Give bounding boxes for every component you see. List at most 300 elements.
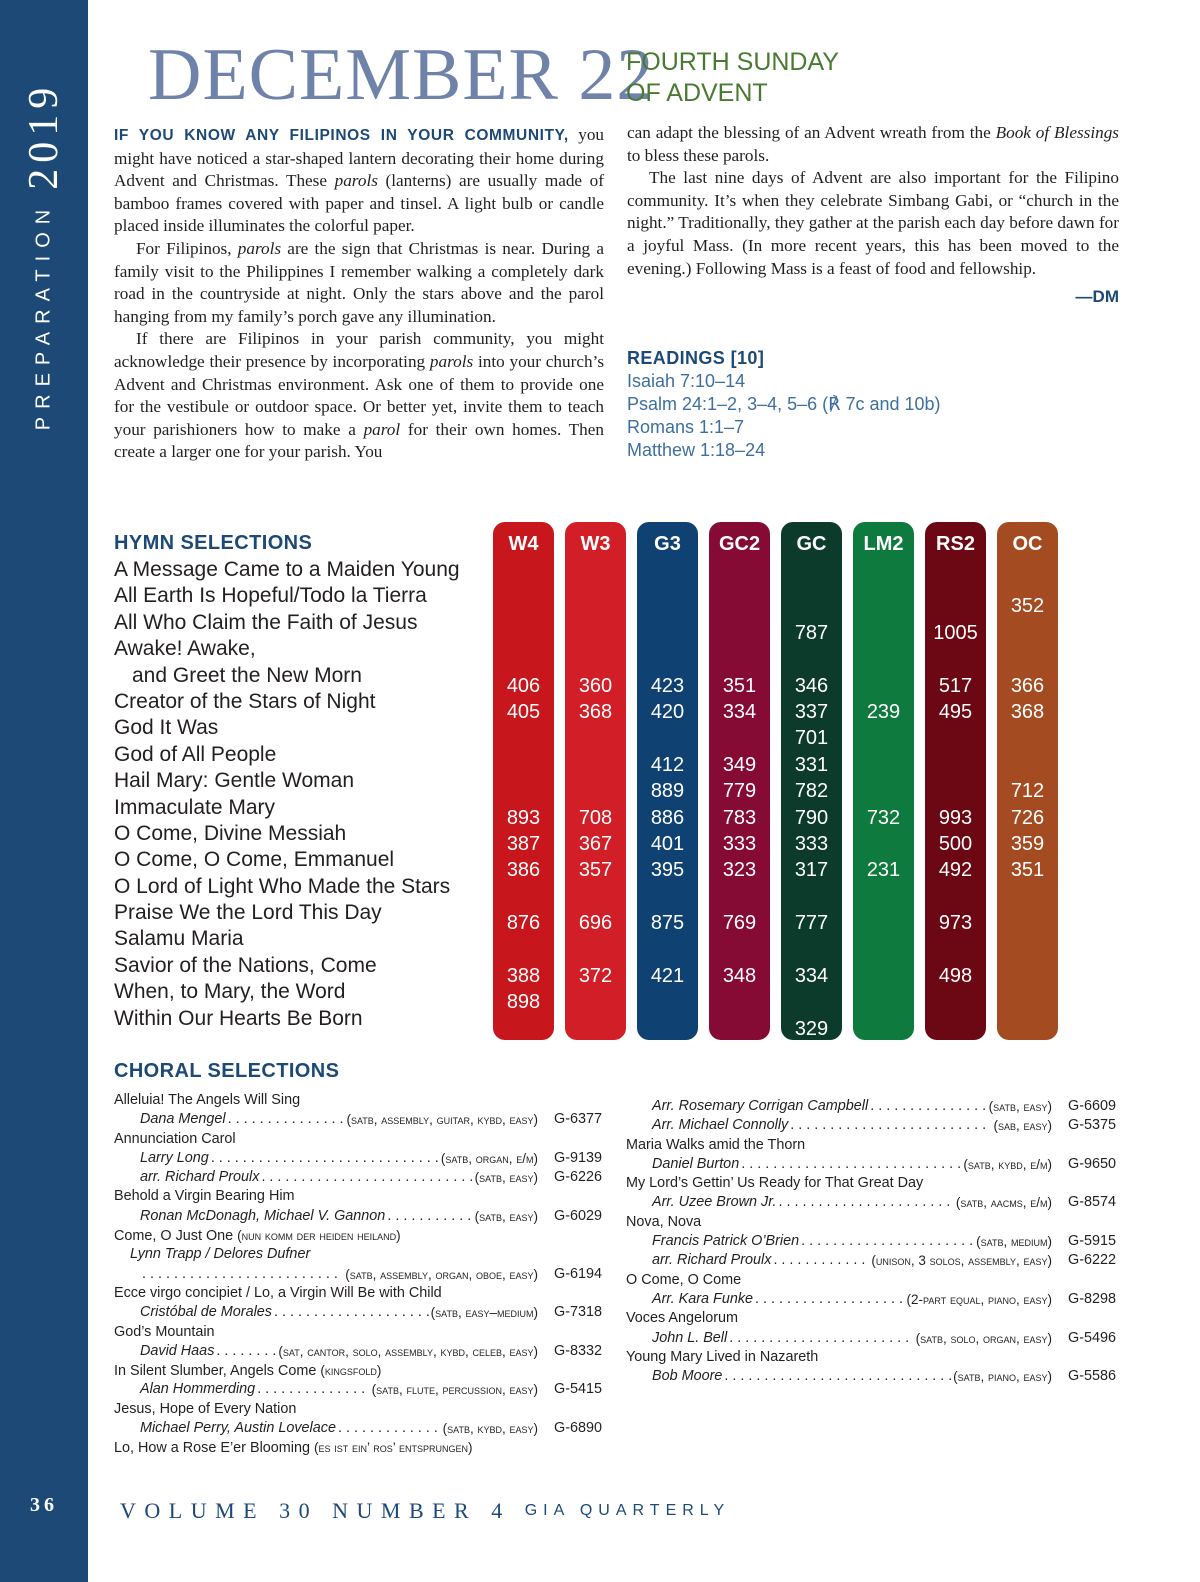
hymn-number bbox=[853, 752, 914, 778]
choral-voicing: (satb, easy) bbox=[988, 1099, 1052, 1114]
hymn-number bbox=[565, 725, 626, 751]
choral-arrangement bbox=[626, 1116, 1116, 1135]
hymnal-columns bbox=[493, 522, 1058, 1040]
readings-section bbox=[627, 346, 1027, 462]
article-text: to bless these parols. bbox=[627, 145, 770, 165]
choral-arrangement bbox=[114, 1168, 602, 1187]
dot-leader bbox=[801, 1232, 974, 1251]
hymn-number bbox=[997, 963, 1058, 989]
hymn-number bbox=[709, 725, 770, 751]
hymn-number bbox=[565, 778, 626, 804]
choral-catalog-code: G-5415 bbox=[554, 1381, 602, 1398]
sidebar-year: 2019 bbox=[21, 81, 67, 190]
hymn-number bbox=[565, 567, 626, 593]
choral-catalog-code: G-8298 bbox=[1068, 1290, 1116, 1307]
choral-voicing: (satb, easy) bbox=[474, 1208, 538, 1224]
choral-voicing: (satb, assembly, guitar, kybd, easy) bbox=[346, 1112, 538, 1128]
dot-leader bbox=[338, 1419, 441, 1438]
hymn-number bbox=[637, 646, 698, 672]
choral-arrangement bbox=[114, 1419, 602, 1438]
sidebar-preparation-text: PREPARATION bbox=[32, 201, 55, 431]
choral-catalog-code: G-6226 bbox=[554, 1169, 602, 1186]
choral-piece-title bbox=[626, 1136, 1116, 1155]
hymn-number: 329 bbox=[794, 1017, 829, 1040]
subtitle-line-1: FOURTH SUNDAY bbox=[626, 48, 839, 76]
hymnal-column-w4 bbox=[493, 522, 554, 1040]
hymn-number: 893 bbox=[506, 806, 541, 829]
page-footer bbox=[120, 1498, 730, 1524]
choral-piece-title bbox=[626, 1348, 1116, 1367]
dot-leader bbox=[778, 1193, 953, 1212]
choral-composer: Arr. Rosemary Corrigan Campbell bbox=[652, 1098, 869, 1114]
hymn-title: O Come, O Come, Emmanuel bbox=[114, 848, 395, 872]
hymnal-column-header: OC bbox=[1012, 533, 1043, 555]
hymn-number bbox=[925, 884, 986, 910]
dot-leader bbox=[228, 1110, 345, 1129]
hymn-number bbox=[853, 725, 914, 751]
hymn-number bbox=[565, 884, 626, 910]
hymn-number bbox=[853, 593, 914, 619]
choral-arrangement bbox=[114, 1149, 602, 1168]
hymn-number bbox=[925, 725, 986, 751]
hymn-number bbox=[709, 884, 770, 910]
hymn-title: When, to Mary, the Word bbox=[114, 980, 346, 1004]
choral-tune-name: (nun komm der heiden heiland) bbox=[237, 1228, 401, 1244]
choral-catalog-code: G-6609 bbox=[1068, 1098, 1116, 1114]
choral-piece-title bbox=[114, 1284, 602, 1303]
choral-catalog-code: G-6194 bbox=[554, 1265, 602, 1282]
hymn-title: God It Was bbox=[114, 716, 219, 740]
hymn-number bbox=[853, 936, 914, 962]
dot-leader bbox=[211, 1149, 439, 1168]
hymn-selections-heading: HYMN SELECTIONS bbox=[114, 532, 313, 554]
article-emphasis: parol bbox=[363, 419, 401, 439]
hymn-title: Awake! Awake, bbox=[114, 637, 256, 661]
hymn-number: 323 bbox=[722, 859, 757, 882]
choral-piece-title bbox=[626, 1309, 1116, 1328]
hymn-number bbox=[709, 646, 770, 672]
hymn-number bbox=[925, 593, 986, 619]
choral-voicing: (satb, aacms, e/m) bbox=[955, 1195, 1052, 1211]
dot-leader bbox=[729, 1329, 913, 1348]
hymn-number bbox=[493, 725, 554, 751]
hymn-title: God of All People bbox=[114, 742, 277, 766]
hymn-number: 334 bbox=[794, 964, 829, 987]
choral-title-text: My Lord’s Gettin’ Us Ready for That Great Day bbox=[626, 1175, 924, 1192]
choral-arrangement bbox=[114, 1110, 602, 1129]
hymn-number: 367 bbox=[578, 832, 613, 855]
choral-voicing: (satb, solo, organ, easy) bbox=[915, 1330, 1052, 1346]
choral-voicing: (2-part equal, piano, easy) bbox=[906, 1291, 1052, 1307]
hymn-number: 412 bbox=[650, 753, 685, 776]
choral-piece-title bbox=[114, 1226, 602, 1245]
dot-leader bbox=[387, 1207, 472, 1226]
article-text: For Filipinos, bbox=[136, 238, 238, 258]
dot-leader bbox=[142, 1265, 343, 1284]
hymn-number: 368 bbox=[1010, 700, 1045, 723]
hymn-number: 500 bbox=[938, 832, 973, 855]
hymn-number: 348 bbox=[722, 964, 757, 987]
hymn-number bbox=[709, 989, 770, 1015]
hymn-title: All Who Claim the Faith of Jesus bbox=[114, 610, 418, 634]
hymn-number bbox=[493, 884, 554, 910]
choral-catalog-code: G-6890 bbox=[554, 1420, 602, 1437]
hymn-number bbox=[997, 884, 1058, 910]
choral-tune-name: (es ist ein’ ros’ entsprungen) bbox=[313, 1440, 473, 1456]
hymn-number: 498 bbox=[938, 964, 973, 987]
hymn-number bbox=[637, 1016, 698, 1042]
article-text: you might have noticed a star-shaped lantern decorating their home during Advent and Christmas. These bbox=[114, 125, 604, 191]
choral-catalog-code: G-9650 bbox=[1068, 1155, 1116, 1172]
hymn-number bbox=[781, 936, 842, 962]
article-emphasis: parols bbox=[429, 351, 474, 371]
choral-title-text: Maria Walks amid the Thorn bbox=[626, 1136, 806, 1153]
hymnal-column-header: RS2 bbox=[936, 533, 975, 555]
choral-composer: Michael Perry, Austin Lovelace bbox=[140, 1420, 336, 1437]
author-signature: —DM bbox=[1075, 287, 1119, 307]
dot-leader bbox=[790, 1116, 991, 1135]
article-text: can adapt the blessing of an Advent wreath from the bbox=[627, 123, 996, 142]
hymn-title: Praise We the Lord This Day bbox=[114, 901, 382, 925]
hymn-number: 351 bbox=[722, 674, 757, 697]
choral-catalog-code: G-8332 bbox=[554, 1342, 602, 1359]
choral-composer: Alan Hommerding bbox=[140, 1381, 256, 1398]
hymn-number: 782 bbox=[794, 780, 829, 803]
hymn-number: 231 bbox=[866, 859, 901, 882]
hymn-number bbox=[997, 936, 1058, 962]
hymn-number bbox=[853, 884, 914, 910]
hymn-number bbox=[853, 673, 914, 699]
choral-composer: John L. Bell bbox=[652, 1329, 728, 1346]
choral-voicing: (sat, cantor, solo, assembly, kybd, celeb, easy) bbox=[278, 1343, 538, 1359]
hymn-number: 386 bbox=[506, 859, 541, 882]
article-text: If there are Filipinos in your parish community, you might acknowledge their presence by incorporating bbox=[114, 329, 604, 371]
hymn-number: 889 bbox=[650, 780, 685, 803]
choral-title-text: Voces Angelorum bbox=[626, 1310, 738, 1327]
hymnal-column-header: GC bbox=[796, 533, 827, 555]
hymn-number bbox=[493, 646, 554, 672]
hymn-number bbox=[781, 989, 842, 1015]
hymn-number: 352 bbox=[1010, 595, 1045, 618]
choral-arrangement bbox=[114, 1303, 602, 1322]
dot-leader bbox=[274, 1303, 429, 1322]
choral-list-right bbox=[626, 1097, 1116, 1386]
hymn-number bbox=[565, 989, 626, 1015]
choral-voicing: (satb, organ, e/m) bbox=[440, 1150, 538, 1166]
hymn-title: A Message Came to a Maiden Young bbox=[114, 558, 460, 581]
hymn-number bbox=[709, 593, 770, 619]
hymn-number bbox=[565, 1016, 626, 1042]
choral-voicing: (satb, easy–medium) bbox=[430, 1305, 538, 1321]
hymnal-column-header: LM2 bbox=[863, 533, 904, 555]
hymn-title: Immaculate Mary bbox=[114, 795, 276, 819]
hymn-number: 346 bbox=[794, 674, 829, 697]
hymn-number: 357 bbox=[578, 859, 613, 882]
hymnal-column-gc bbox=[781, 522, 842, 1040]
choral-piece-title bbox=[626, 1271, 1116, 1290]
hymn-number: 875 bbox=[650, 912, 685, 935]
choral-arrangement bbox=[626, 1367, 1116, 1386]
choral-selections-heading: CHORAL SELECTIONS bbox=[114, 1060, 340, 1082]
choral-voicing: (satb, kybd, easy) bbox=[442, 1421, 538, 1437]
hymn-number bbox=[925, 646, 986, 672]
choral-arrangement bbox=[114, 1207, 602, 1226]
choral-catalog-code: G-5496 bbox=[1068, 1329, 1116, 1346]
hymn-title: Savior of the Nations, Come bbox=[114, 953, 377, 977]
hymn-number: 337 bbox=[794, 700, 829, 723]
hymnal-column-header: W3 bbox=[580, 533, 611, 555]
choral-piece-title bbox=[626, 1174, 1116, 1193]
hymn-number: 1005 bbox=[933, 621, 978, 644]
hymn-number bbox=[997, 567, 1058, 593]
hymn-number bbox=[709, 567, 770, 593]
hymn-number bbox=[925, 936, 986, 962]
dot-leader bbox=[257, 1380, 369, 1399]
hymn-title: Creator of the Stars of Night bbox=[114, 689, 376, 713]
choral-voicing: (sab, easy) bbox=[993, 1118, 1052, 1134]
hymn-number bbox=[853, 620, 914, 646]
hymn-title: Hail Mary: Gentle Woman bbox=[114, 769, 355, 793]
hymn-number: 886 bbox=[650, 806, 685, 829]
choral-title-text: Nova, Nova bbox=[626, 1213, 702, 1230]
dot-leader bbox=[741, 1155, 961, 1174]
choral-arrangement bbox=[626, 1232, 1116, 1251]
hymn-number bbox=[493, 620, 554, 646]
hymnal-column-g3 bbox=[637, 522, 698, 1040]
choral-voicing: (satb, piano, easy) bbox=[953, 1369, 1052, 1385]
page-subtitle bbox=[626, 47, 839, 109]
choral-composer: David Haas bbox=[140, 1342, 215, 1359]
hymn-number: 973 bbox=[938, 912, 973, 935]
hymnal-column-rs2 bbox=[925, 522, 986, 1040]
choral-arrangement bbox=[626, 1097, 1116, 1116]
choral-piece-title bbox=[114, 1323, 602, 1342]
choral-voicing: (satb, flute, percussion, easy) bbox=[371, 1382, 538, 1398]
dot-leader bbox=[216, 1342, 276, 1361]
hymn-number: 492 bbox=[938, 859, 973, 882]
choral-title-text: God’s Mountain bbox=[114, 1323, 215, 1340]
hymn-number bbox=[565, 593, 626, 619]
choral-arrangement bbox=[114, 1380, 602, 1399]
hymn-number bbox=[925, 1016, 986, 1042]
hymn-number: 517 bbox=[938, 674, 973, 697]
choral-catalog-code: G-6029 bbox=[554, 1207, 602, 1224]
hymn-title-list bbox=[114, 557, 489, 1032]
hymn-number bbox=[853, 989, 914, 1015]
hymn-title: All Earth Is Hopeful/Todo la Tierra bbox=[114, 584, 427, 608]
hymn-number bbox=[637, 936, 698, 962]
choral-piece-title bbox=[114, 1091, 602, 1110]
hymn-number: 349 bbox=[722, 753, 757, 776]
choral-catalog-code: G-6377 bbox=[554, 1111, 602, 1128]
choral-voicing: (satb, kybd, e/m) bbox=[963, 1156, 1052, 1172]
hymn-number: 388 bbox=[506, 964, 541, 987]
choral-catalog-code: G-5375 bbox=[1068, 1117, 1116, 1134]
dot-leader bbox=[870, 1097, 986, 1116]
choral-title-text: Lo, How a Rose E’er Blooming bbox=[114, 1440, 310, 1457]
choral-catalog-code: G-8574 bbox=[1068, 1194, 1116, 1211]
choral-arrangement bbox=[626, 1155, 1116, 1174]
sidebar bbox=[0, 0, 88, 1582]
article-column-left bbox=[114, 124, 604, 464]
hymn-number bbox=[925, 752, 986, 778]
hymn-number bbox=[781, 646, 842, 672]
hymn-number bbox=[637, 725, 698, 751]
hymn-number bbox=[925, 778, 986, 804]
hymn-number: 696 bbox=[578, 912, 613, 935]
hymn-number: 317 bbox=[794, 859, 829, 882]
hymn-number bbox=[997, 752, 1058, 778]
choral-title-text: Behold a Virgin Bearing Him bbox=[114, 1188, 295, 1205]
hymn-number bbox=[925, 567, 986, 593]
hymn-number: 732 bbox=[866, 806, 901, 829]
hymn-number bbox=[637, 567, 698, 593]
hymn-number: 777 bbox=[794, 912, 829, 935]
choral-title-text: Jesus, Hope of Every Nation bbox=[114, 1400, 297, 1417]
dot-leader bbox=[755, 1290, 905, 1309]
hymn-number: 421 bbox=[650, 964, 685, 987]
hymn-number: 420 bbox=[650, 700, 685, 723]
hymn-number bbox=[925, 989, 986, 1015]
choral-arrangement bbox=[114, 1342, 602, 1361]
hymn-number bbox=[565, 936, 626, 962]
hymn-number: 993 bbox=[938, 806, 973, 829]
hymn-number bbox=[853, 778, 914, 804]
hymn-number: 790 bbox=[794, 806, 829, 829]
hymn-number bbox=[997, 1016, 1058, 1042]
hymn-number bbox=[493, 752, 554, 778]
choral-composer: Bob Moore bbox=[652, 1368, 723, 1385]
reading-item: Romans 1:1–7 bbox=[627, 417, 745, 437]
article-emphasis: Book of Blessings bbox=[995, 123, 1119, 142]
hymn-number: 331 bbox=[794, 753, 829, 776]
hymn-number bbox=[853, 567, 914, 593]
hymn-number bbox=[997, 725, 1058, 751]
hymn-number bbox=[493, 936, 554, 962]
article-paragraph-2 bbox=[114, 238, 604, 328]
choral-arrangement bbox=[626, 1251, 1116, 1270]
choral-catalog-code: G-7318 bbox=[554, 1304, 602, 1321]
hymn-title: Salamu Maria bbox=[114, 927, 244, 951]
hymn-number bbox=[565, 620, 626, 646]
article-lead: IF YOU KNOW ANY FILIPINOS IN YOUR COMMUNITY, bbox=[114, 127, 569, 144]
choral-voicing: (unison, 3 solos, assembly, easy) bbox=[871, 1253, 1052, 1269]
article-text: for their own homes. Then create a larger one for your parish. You bbox=[114, 419, 604, 462]
choral-title-text: Alleluia! The Angels Will Sing bbox=[114, 1092, 301, 1108]
hymn-number: 366 bbox=[1010, 674, 1045, 697]
article-paragraph-1 bbox=[114, 124, 604, 238]
hymn-title: and Greet the New Morn bbox=[132, 663, 362, 687]
hymn-number: 360 bbox=[578, 674, 613, 697]
choral-arrangement bbox=[626, 1290, 1116, 1309]
choral-title-text: Young Mary Lived in Nazareth bbox=[626, 1348, 819, 1365]
choral-composer: arr. Richard Proulx bbox=[140, 1169, 260, 1186]
hymn-number bbox=[637, 620, 698, 646]
hymn-number bbox=[997, 646, 1058, 672]
hymn-number: 387 bbox=[506, 832, 541, 855]
hymnal-column-lm2 bbox=[853, 522, 914, 1040]
hymn-number: 712 bbox=[1010, 780, 1045, 803]
choral-arrangement bbox=[114, 1265, 602, 1284]
choral-composer: arr. Richard Proulx bbox=[652, 1252, 772, 1269]
hymn-number bbox=[565, 646, 626, 672]
dot-leader bbox=[724, 1367, 951, 1386]
dot-leader bbox=[261, 1168, 472, 1187]
choral-composer: Arr. Michael Connolly bbox=[652, 1117, 789, 1134]
hymn-number bbox=[493, 1016, 554, 1042]
hymn-number: 898 bbox=[506, 991, 541, 1014]
hymn-number bbox=[565, 752, 626, 778]
choral-composer: Cristóbal de Morales bbox=[140, 1304, 272, 1321]
hymn-number bbox=[637, 884, 698, 910]
hymnal-column-w3 bbox=[565, 522, 626, 1040]
hymn-number: 701 bbox=[794, 727, 829, 750]
page-title: DECEMBER 22 bbox=[148, 34, 655, 116]
choral-title-text: Lynn Trapp / Delores Dufner bbox=[114, 1246, 311, 1263]
choral-piece-title bbox=[114, 1361, 602, 1380]
reading-item: Matthew 1:18–24 bbox=[627, 440, 766, 460]
hymn-title: O Come, Divine Messiah bbox=[114, 821, 347, 845]
hymn-number bbox=[637, 989, 698, 1015]
choral-piece-title bbox=[114, 1400, 602, 1419]
choral-title-text: Ecce virgo concipiet / Lo, a Virgin Will Be with Child bbox=[114, 1284, 442, 1301]
article-text: are the sign that Christmas is near. During a family visit to the Philippines I remember walking a completely dark road in the countryside at night. Only the stars above and the parol hanging from my family’s porch gave any illumination. bbox=[114, 238, 604, 326]
hymn-number bbox=[853, 910, 914, 936]
choral-arrangement bbox=[626, 1193, 1116, 1212]
choral-voicing: (satb, easy) bbox=[474, 1170, 538, 1186]
choral-piece-title bbox=[114, 1187, 602, 1206]
reading-item: Isaiah 7:10–14 bbox=[627, 371, 746, 391]
choral-piece-title bbox=[626, 1213, 1116, 1232]
choral-title-text: O Come, O Come bbox=[626, 1271, 742, 1288]
hymn-number bbox=[493, 778, 554, 804]
article-paragraph-3-continued bbox=[627, 122, 1119, 167]
hymn-number: 405 bbox=[506, 700, 541, 723]
choral-piece-title bbox=[114, 1438, 602, 1457]
readings-heading: READINGS [10] bbox=[627, 348, 765, 368]
hymn-number bbox=[853, 646, 914, 672]
hymn-number: 787 bbox=[794, 621, 829, 644]
hymn-number: 368 bbox=[578, 700, 613, 723]
choral-title-text: In Silent Slumber, Angels Come bbox=[114, 1363, 317, 1380]
hymn-number: 359 bbox=[1010, 832, 1045, 855]
hymn-number: 395 bbox=[650, 859, 685, 882]
hymn-number: 769 bbox=[722, 912, 757, 935]
choral-composer: Francis Patrick O’Brien bbox=[652, 1233, 800, 1250]
choral-composer: Ronan McDonagh, Michael V. Gannon bbox=[140, 1207, 386, 1224]
hymn-number bbox=[853, 1016, 914, 1042]
hymn-number: 726 bbox=[1010, 806, 1045, 829]
hymn-number: 351 bbox=[1010, 859, 1045, 882]
hymn-number bbox=[997, 910, 1058, 936]
hymn-number: 401 bbox=[650, 832, 685, 855]
article-paragraph-4: The last nine days of Advent are also important for the Filipino community. It’s when they celebrate Simbang Gabi, or “church in the night.” Traditionally, they gather at the parish each day before dawn for a joyful Mass. (In more recent years, this has been moved to the evening.) Following Mass is a feast of food and fellowship. bbox=[627, 168, 1119, 278]
choral-piece-title bbox=[114, 1130, 602, 1149]
footer-publication: GIA QUARTERLY bbox=[524, 1502, 731, 1519]
hymn-number: 239 bbox=[866, 700, 901, 723]
reading-item: Psalm 24:1–2, 3–4, 5–6 (℟ 7c and 10b) bbox=[627, 394, 941, 414]
hymn-number: 783 bbox=[722, 806, 757, 829]
hymn-number bbox=[493, 567, 554, 593]
hymnal-column-header: W4 bbox=[508, 533, 539, 555]
hymn-number: 779 bbox=[722, 780, 757, 803]
choral-catalog-code: G-9139 bbox=[554, 1149, 602, 1166]
hymn-number bbox=[709, 620, 770, 646]
choral-title-text: Come, O Just One bbox=[114, 1228, 234, 1245]
article-emphasis: parols bbox=[334, 171, 378, 191]
hymn-number: 423 bbox=[650, 674, 685, 697]
hymn-number: 334 bbox=[722, 700, 757, 723]
